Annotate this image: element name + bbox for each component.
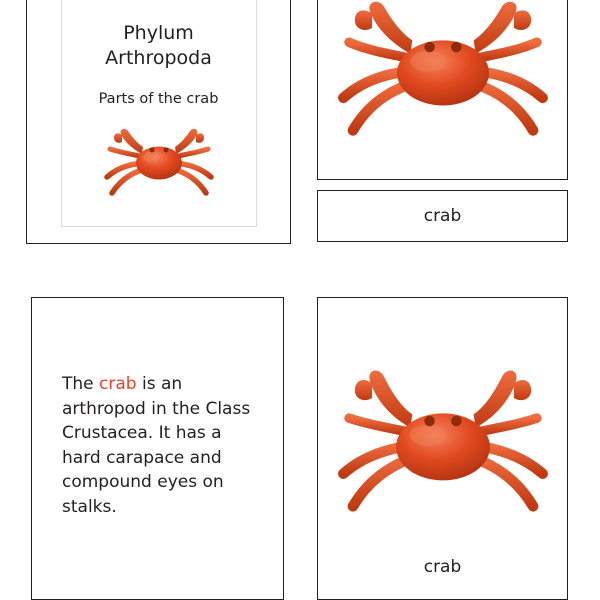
label-text: crab [423, 206, 462, 226]
title-heading [105, 21, 212, 71]
crab-illustration [328, 354, 558, 534]
picture-card-top [317, 0, 568, 180]
title-card-inner [61, 0, 257, 227]
picture-card-bottom [317, 297, 568, 600]
crab-illustration [328, 0, 558, 155]
title-subtitle: Parts of the crab [98, 90, 219, 107]
definition-highlight: crab [99, 374, 137, 394]
definition-text [62, 372, 252, 519]
definition-text-before: The [62, 374, 100, 394]
definition-text-after: is an arthropod in the Class Crustacea. It has a hard carapace and compound eyes on stalks. [62, 374, 251, 517]
title-heading-line1: Phylum [123, 21, 194, 44]
picture-card-bottom-label: crab [423, 557, 462, 577]
crab-illustration [99, 123, 219, 203]
label-card-top [317, 190, 568, 242]
title-heading-line2: Arthropoda [105, 46, 212, 69]
definition-card [31, 297, 284, 600]
title-card [26, 0, 291, 244]
